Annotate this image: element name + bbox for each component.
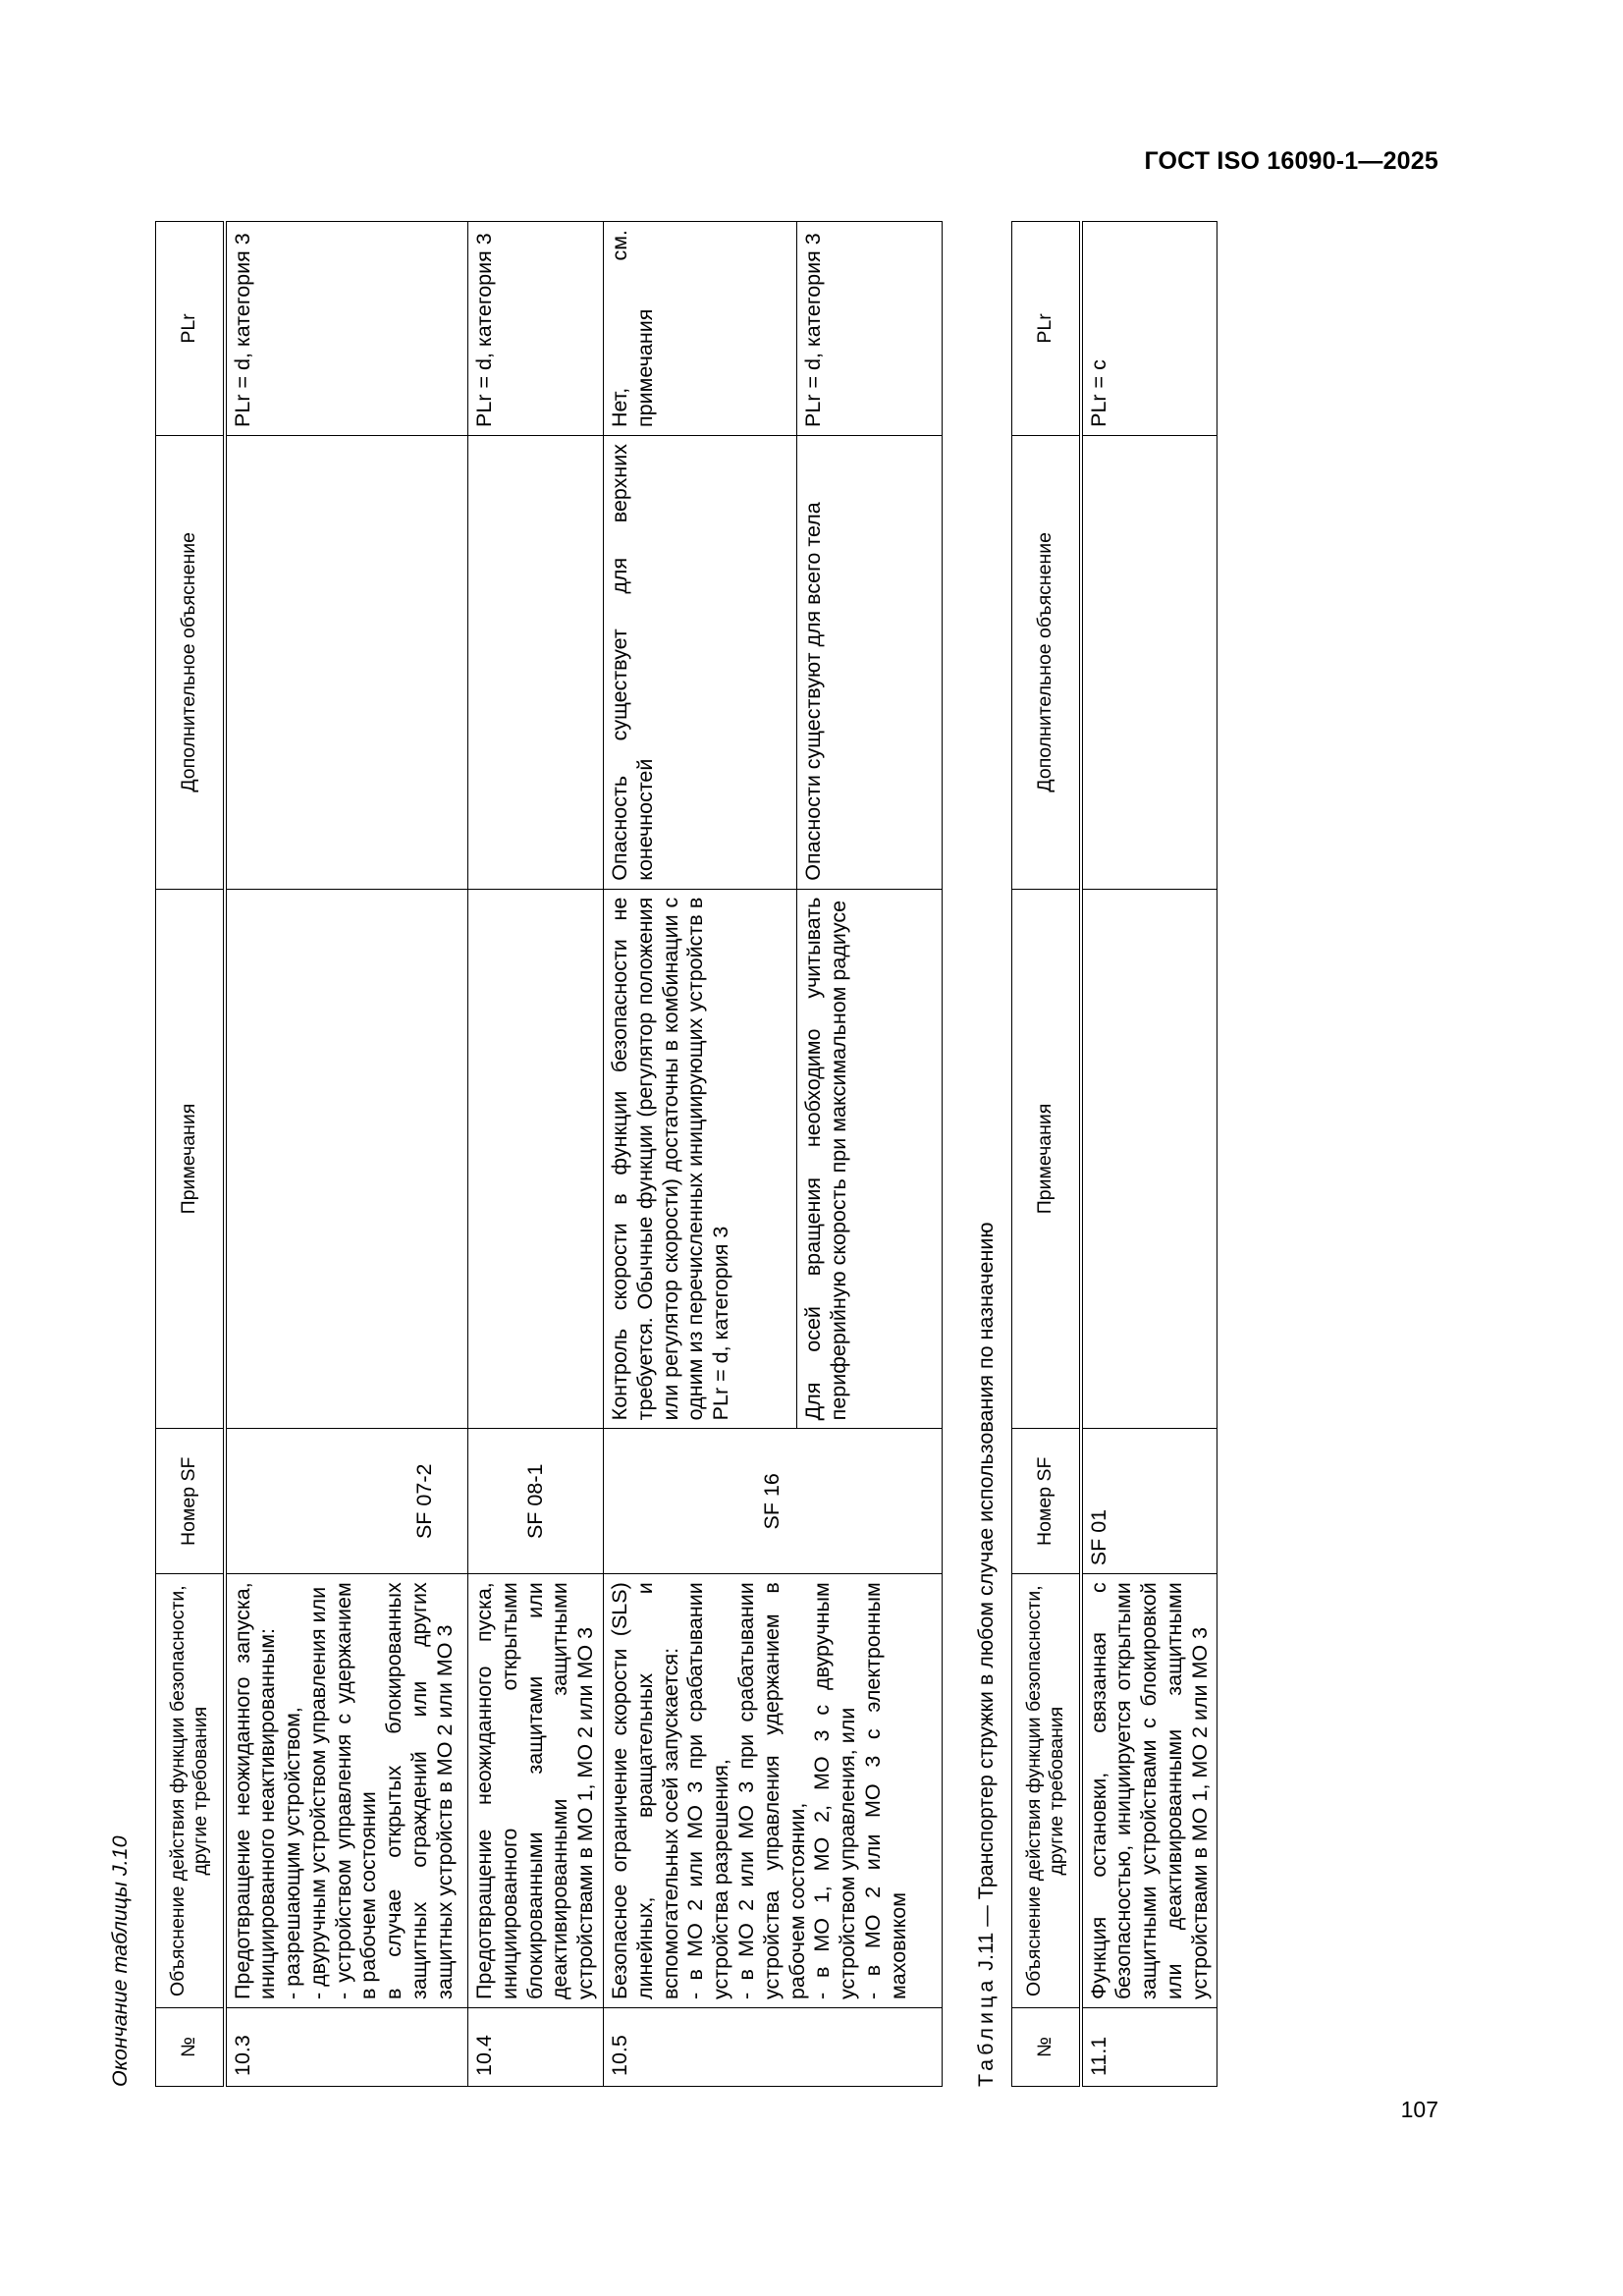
row-explanation (603, 1574, 942, 2008)
table-row (468, 222, 604, 2087)
header-sf-number: Номер SF (1012, 1429, 1081, 1574)
table-row (603, 222, 942, 2087)
table-j11 (1011, 221, 1217, 2087)
table-header-row (156, 222, 225, 2087)
plr-part: PLr = d, категория 3 (796, 222, 831, 435)
row-notes (603, 889, 942, 1429)
additional-part: Опасности существуют для всего тела (796, 436, 831, 889)
explanation-line: - разрешающим устройством, (281, 1707, 305, 2000)
row-plr: PLr = d, категория 3 (468, 222, 604, 436)
explanation-line: в случае открытых блокированных защитных ограждений или других защитных устройств в МО 2 или МО 3 (382, 1582, 457, 2000)
row-sf-number: SF 07-2 (225, 1429, 468, 1574)
explanation-line: - в МО 2 или МО 3 при срабатывании устройства разрешения, (683, 1582, 733, 2000)
table-j10 (155, 221, 943, 2087)
header-additional: Дополнительное объяснение (156, 435, 225, 889)
notes-part: Контроль скорости в функции безопасности не требуется. Обычные функции (регулятор положения или регулятор скорости) достаточны в комбинации с одним из перечисленных инициирующих устройств в PLr = d, категория 3 (607, 897, 733, 1421)
header-notes: Примечания (1012, 889, 1081, 1429)
header-sf-number: Номер SF (156, 1429, 225, 1574)
header-additional: Дополнительное объяснение (1012, 435, 1081, 889)
row-plr (603, 222, 942, 436)
explanation-line: - в МО 1, МО 2, МО 3 с двуручным устройством управления, или (810, 1582, 860, 2000)
explanation-line: Предотвращение неожиданного пуска, инициированного открытыми блокированными защитами или деактивированными защитными устройствами в МО 1, МО 2 или МО 3 (472, 1582, 598, 2000)
row-plr: PLr = d, категория 3 (225, 222, 468, 436)
row-additional (1081, 435, 1217, 889)
additional-part: Опасность существует для верхних конечностей (607, 443, 657, 881)
table-caption-label: Таблица (974, 1976, 998, 2087)
table-row (225, 222, 468, 2087)
page-number: 107 (1400, 2097, 1438, 2122)
row-additional (225, 435, 468, 889)
notes-part: Для осей вращения необходимо учитывать периферийную скорость при максимальном радиусе (796, 890, 856, 1429)
explanation-line: - двуручным устройством управления или (305, 1586, 330, 2000)
explanation-line: - в МО 2 или МО 3 с электронным маховиком (860, 1582, 910, 2000)
row-additional (468, 435, 604, 889)
table-caption-title: J.11 — Транспортер стружки в любом случае использования по назначению (974, 1222, 998, 1971)
row-sf-number: SF 01 (1081, 1429, 1217, 1574)
header-explanation: Объяснение действия функции безопасности, другие требования (156, 1574, 225, 2008)
row-notes (468, 889, 604, 1429)
row-explanation: Функция остановки, связанная с безопасностью, инициируется открытыми защитными устройствами с блокировкой или деактивированными защитными устройствами в МО 1, МО 2 или МО 3 (1081, 1574, 1217, 2008)
table-header-row (1012, 222, 1081, 2087)
row-sf-number: SF 16 (603, 1429, 942, 1574)
explanation-line: Безопасное ограничение скорости (SLS) линейных, вращательных и вспомогательных осей запускается: (607, 1582, 682, 2000)
page-header: ГОСТ ISO 16090-1—2025 (1144, 147, 1438, 175)
explanation-line: - устройством управления с удержанием в рабочем состоянии (331, 1582, 381, 2000)
table-j10-continuation-caption: Окончание таблицы J.10 (108, 1835, 132, 2087)
explanation-line: Предотвращение неожиданного запуска, инициированного неактивированным: (230, 1582, 280, 2000)
table-j11-caption (974, 1222, 1000, 2087)
rotated-content (108, 221, 1325, 2087)
row-number: 10.4 (468, 2008, 604, 2087)
row-number: 11.1 (1081, 2008, 1217, 2087)
row-number: 10.5 (603, 2008, 942, 2087)
row-plr: PLr = c (1081, 222, 1217, 436)
header-plr: PLr (1012, 222, 1081, 436)
header-explanation: Объяснение действия функции безопасности, другие требования (1012, 1574, 1081, 2008)
header-no: № (1012, 2008, 1081, 2087)
table-row (1081, 222, 1217, 2087)
header-no: № (156, 2008, 225, 2087)
row-sf-number: SF 08-1 (468, 1429, 604, 1574)
header-notes: Примечания (156, 889, 225, 1429)
row-notes (1081, 889, 1217, 1429)
row-notes (225, 889, 468, 1429)
header-plr: PLr (156, 222, 225, 436)
explanation-line: - в МО 2 или МО 3 при срабатывании устройства управления удержанием в рабочем состоянии, (733, 1582, 809, 2000)
row-number: 10.3 (225, 2008, 468, 2087)
row-additional (603, 435, 942, 889)
plr-part: Нет, см. примечания (607, 230, 657, 427)
row-explanation (225, 1574, 468, 2008)
row-explanation (468, 1574, 604, 2008)
